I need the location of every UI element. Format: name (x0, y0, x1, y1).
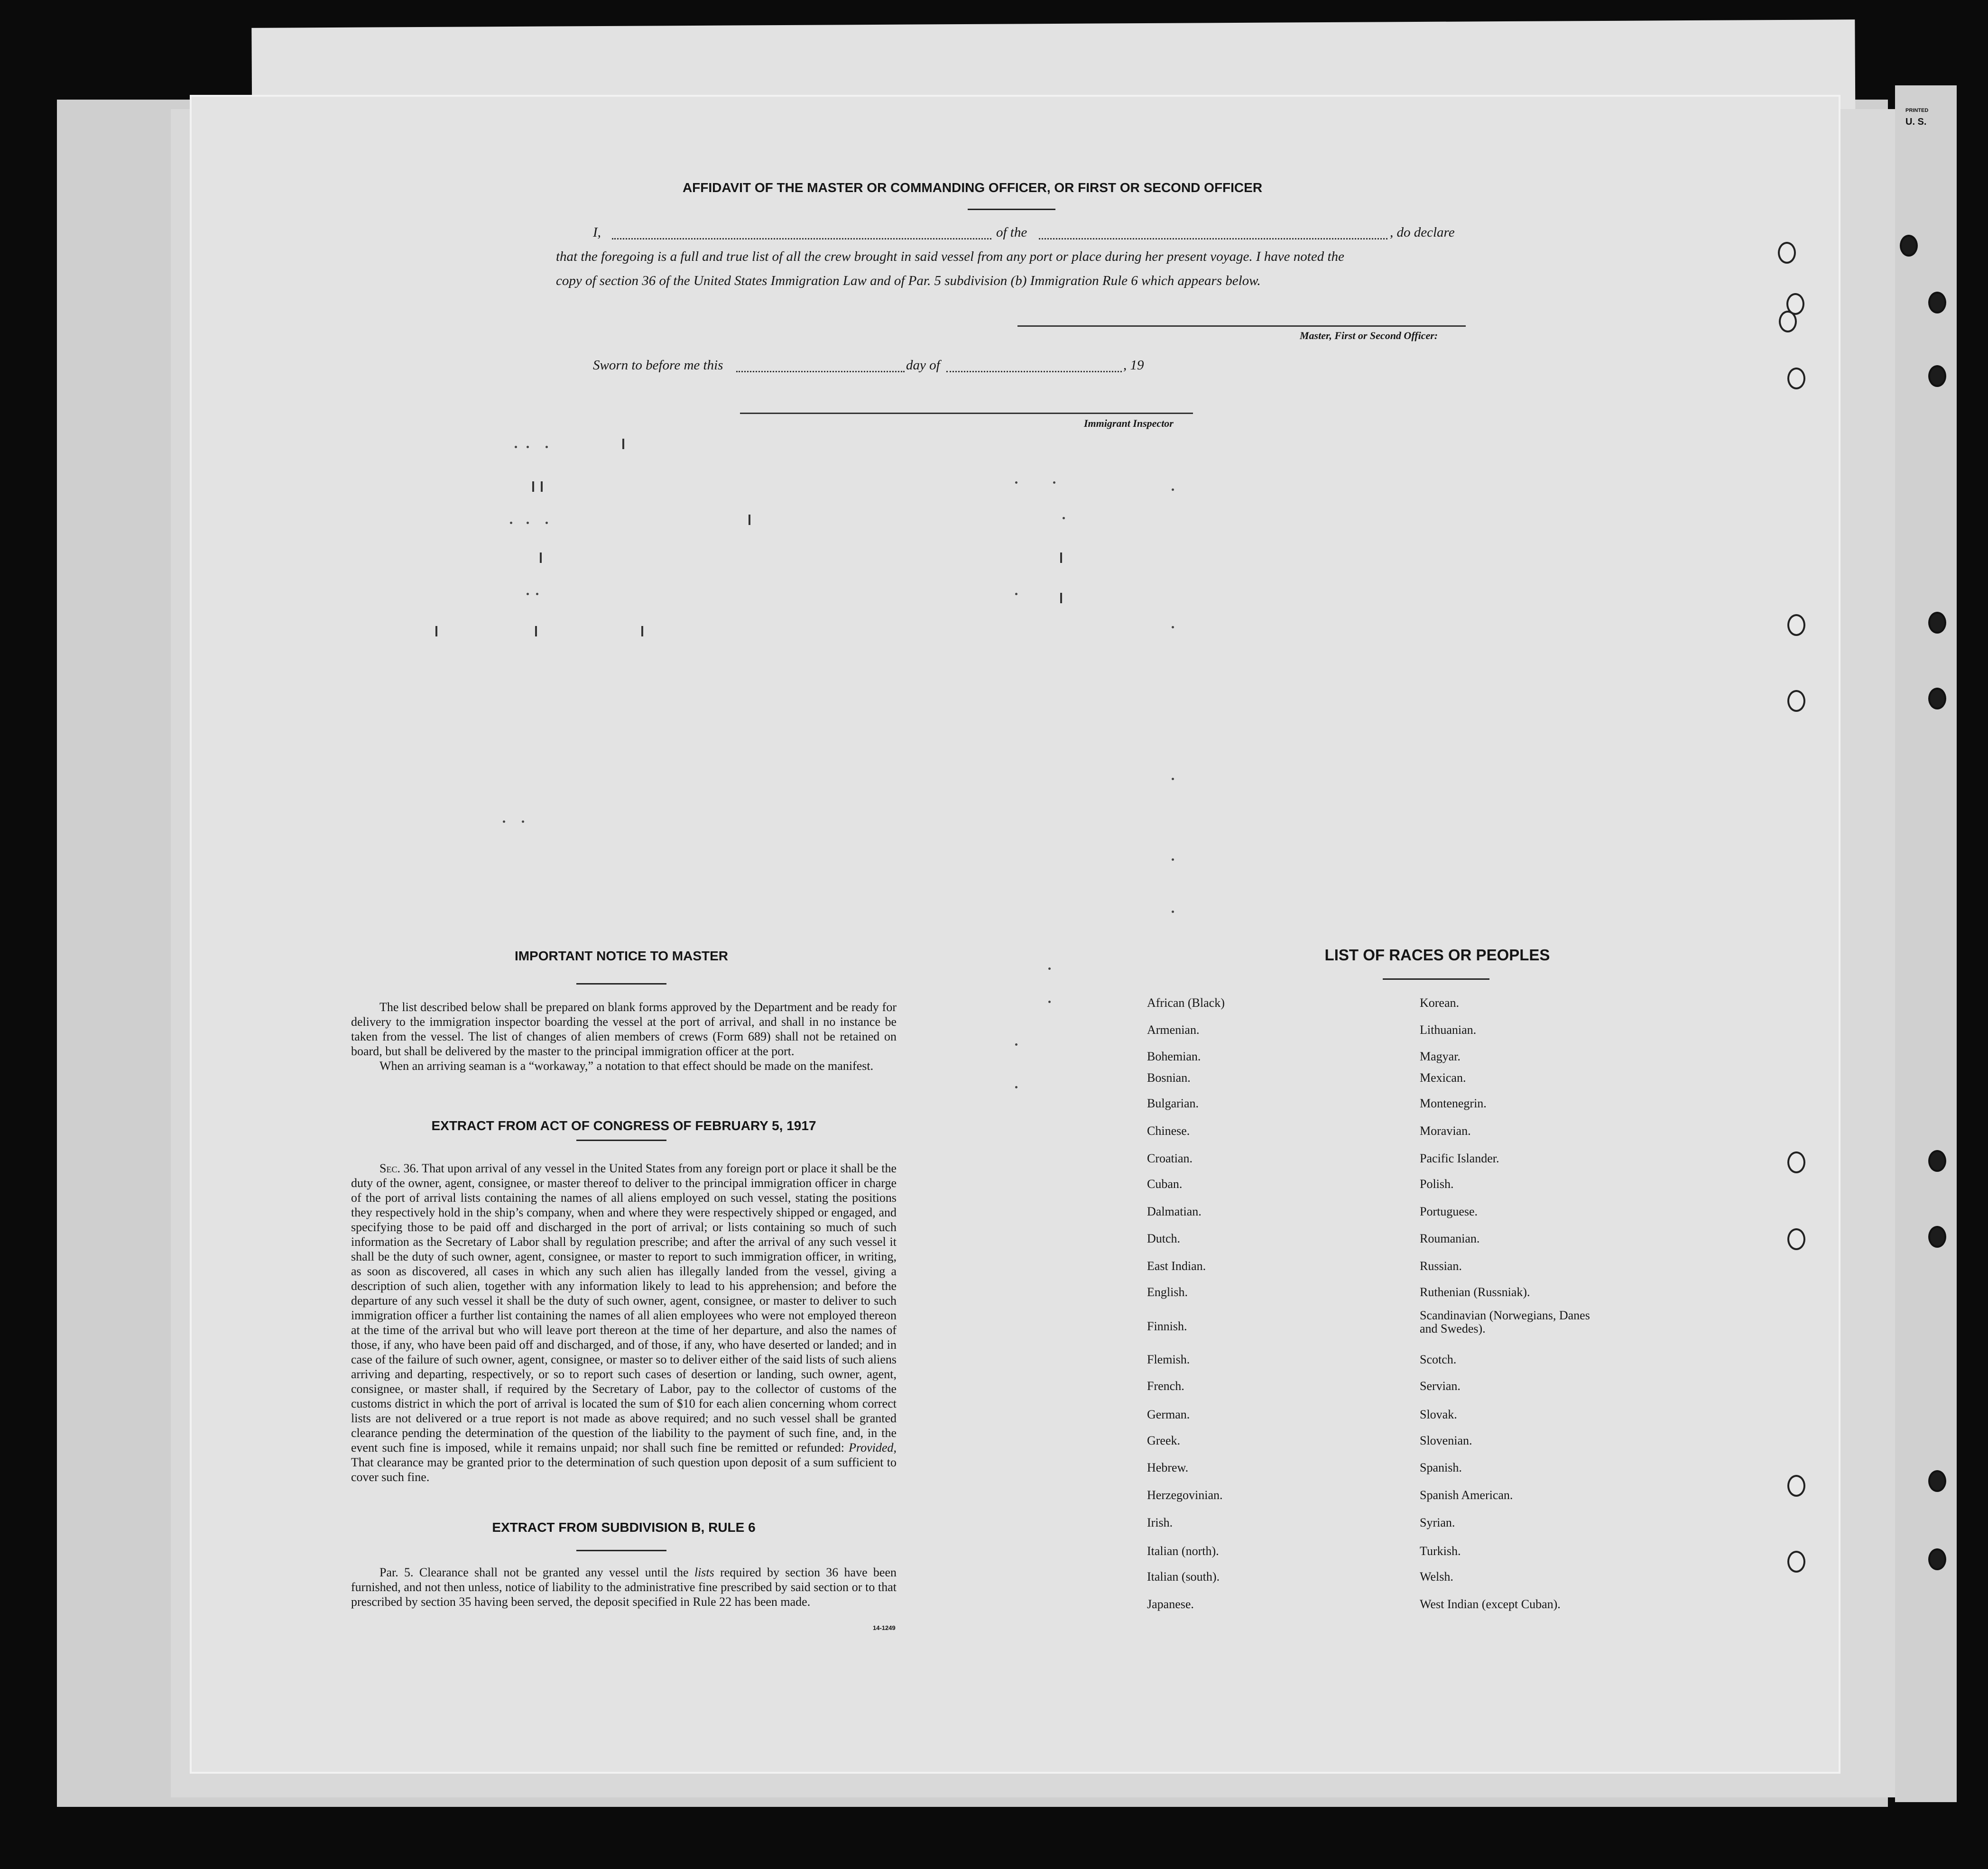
rule-extract-rule (576, 1550, 666, 1551)
race-entry: Bohemian. (1147, 1050, 1201, 1063)
rule-extract-title: EXTRACT FROM SUBDIVISION B, RULE 6 (492, 1520, 756, 1535)
races-rule (1383, 978, 1489, 980)
race-entry: Magyar. (1420, 1050, 1461, 1063)
punch-hole (1928, 1470, 1946, 1492)
act-extract-rule (576, 1140, 666, 1141)
sworn-month-blank[interactable] (946, 371, 1122, 372)
bleed-tick (540, 552, 542, 563)
race-entry: Scotch. (1420, 1353, 1457, 1366)
sworn-day-of: day of (906, 358, 940, 373)
bleed-dot (1015, 481, 1017, 484)
name-blank[interactable] (612, 238, 991, 239)
race-entry: Croatian. (1147, 1151, 1193, 1165)
bleed-tick (1060, 552, 1062, 563)
bleed-dot (1048, 1001, 1051, 1003)
bleed-dot (1048, 967, 1051, 970)
bleed-dot (522, 820, 524, 823)
punch-hole (1787, 1151, 1805, 1173)
punch-hole (1787, 690, 1805, 712)
bleed-tick (1060, 593, 1062, 603)
affidavit-of-the: of the (996, 225, 1027, 240)
notice-rule (576, 983, 666, 985)
title-rule (968, 209, 1055, 210)
race-entry: Mexican. (1420, 1071, 1466, 1085)
punch-hole (1900, 235, 1918, 257)
affidavit-line-3: copy of section 36 of the United States Immigration Law and of Par. 5 subdivision (b) Immigration Rule 6 which appears below. (556, 273, 1261, 288)
bleed-tick (435, 626, 437, 636)
affidavit-I: I, (593, 225, 601, 240)
bleed-dot (546, 522, 548, 524)
edge-strip-text (1905, 107, 1928, 129)
act-provided: Provided, (849, 1441, 897, 1455)
race-entry: Moravian. (1420, 1124, 1471, 1138)
race-entry: Pacific Islander. (1420, 1151, 1499, 1165)
bleed-dot (1015, 593, 1017, 595)
notice-title: IMPORTANT NOTICE TO MASTER (514, 948, 729, 963)
sworn-year: , 19 (1123, 358, 1144, 373)
notice-paragraph-1: The list described below shall be prepared on blank forms approved by the Department and be ready for delivery to the immigration inspector boarding the vessel at the port of arrival, and shall in no instance be taken from the vessel. The list of changes of alien members of crews (Form 689) shall not be retained on board, but shall be delivered by the master to the principal immigration officer at the port. (351, 1000, 897, 1058)
act-extract-body (351, 1161, 897, 1484)
vessel-blank[interactable] (1039, 238, 1387, 239)
edge-strip-line2: U. S. (1905, 116, 1927, 127)
race-entry: Japanese. (1147, 1597, 1194, 1611)
race-entry: Roumanian. (1420, 1232, 1480, 1245)
act-body-after: That clearance may be granted prior to the determination of such question upon deposit of a sum sufficient to cover such fine. (351, 1455, 897, 1484)
act-body-before: That upon arrival of any vessel in the United States from any foreign port or place it shall be the duty of the owner, agent, consignee, or master thereof to deliver to the principal immigration officer in charge of the port of arrival lists containing the names of all aliens employed on such vessel, stating the positions they respectively hold in the ship’s company, when and where they were respectively shipped or engaged, and specifying those to be paid off and discharged in the port of arrival; or lists containing so much of such information as the Secretary of Labor shall by regulation prescribe; and after the arrival of any such vessel it shall be the duty of such owner, agent, consignee, or master to report to such immigration officer, in writing, as soon as discovered, all cases in which any such alien has illegally landed from the vessel, giving a description of such alien, together with any information likely to lead to his apprehension; and before the departure of any such vessel it shall be the duty of such owner, agent, consignee, or master to deliver to such immigration officer a further list containing the names of all alien employees who were not employed thereon at the time of the arrival but who will leave port thereon at the time of her departure, and also the names of those, if any, who have been paid off and discharged, and of those, if any, who have deserted or landed; and in case of the failure of such owner, agent, consignee, or master so to deliver either of the said lists of such aliens arriving and departing, respectively, or so to report such cases of desertion or landing, such owner, agent, consignee, or master shall, if required by the Secretary of Labor, pay to the collector of customs of the customs district in which the port of arrival is located the sum of $10 for each alien concerning whom correct lists are not delivered or a true report is not made as above required; and no such vessel shall be granted clearance pending the determination of the question of the liability to the payment of such fine, and, in the event such fine is imposed, while it remains unpaid; nor shall such fine be remitted or refunded: (351, 1161, 897, 1455)
race-entry: Turkish. (1420, 1544, 1461, 1558)
sworn-prefix: Sworn to before me this (593, 358, 723, 373)
bleed-tick (532, 481, 534, 492)
bleed-dot (1015, 1086, 1017, 1088)
form-number: 14-1249 (873, 1624, 896, 1631)
race-entry: Korean. (1420, 996, 1460, 1010)
bleed-tick (641, 626, 643, 636)
race-entry: Hebrew. (1147, 1461, 1189, 1474)
race-entry: Servian. (1420, 1379, 1461, 1393)
punch-hole (1778, 242, 1796, 264)
race-entry: French. (1147, 1379, 1184, 1393)
race-entry: Syrian. (1420, 1516, 1455, 1529)
punch-hole (1787, 1228, 1805, 1250)
bleed-dot (546, 446, 548, 448)
inspector-label: Immigrant Inspector (1084, 417, 1174, 429)
inspector-signature-line[interactable] (740, 413, 1193, 414)
rule-body-before: Par. 5. Clearance shall not be granted any vessel until the (379, 1565, 689, 1579)
punch-hole (1928, 365, 1946, 387)
bleed-dot (515, 446, 517, 448)
bleed-dot (503, 820, 505, 823)
bleed-dot (527, 522, 529, 524)
bleed-tick (541, 481, 543, 492)
signature-label: Master, First or Second Officer: (1300, 330, 1438, 341)
race-entry: Herzegovinian. (1147, 1488, 1223, 1502)
bleed-dot (510, 522, 512, 524)
bleed-dot (1015, 1043, 1017, 1046)
race-entry: African (Black) (1147, 996, 1225, 1010)
race-entry: Cuban. (1147, 1177, 1183, 1191)
rule-extract-body (351, 1565, 897, 1609)
affidavit-line-1 (593, 221, 1470, 245)
race-entry: Welsh. (1420, 1570, 1453, 1584)
punch-hole (1928, 688, 1946, 709)
punch-hole (1928, 612, 1946, 634)
race-entry: Armenian. (1147, 1023, 1200, 1037)
race-entry: Dalmatian. (1147, 1205, 1202, 1218)
race-entry: Portuguese. (1420, 1205, 1478, 1218)
punch-hole (1928, 1150, 1946, 1172)
affidavit-line-2: that the foregoing is a full and true list of all the crew brought in said vessel from any port or place during her present voyage. I have noted the (556, 249, 1344, 264)
act-section-label: Sec. 36. (379, 1161, 419, 1175)
punch-hole (1928, 1548, 1946, 1570)
punch-hole (1787, 1475, 1805, 1497)
notice-paragraph-2: When an arriving seaman is a “workaway,” a notation to that effect should be made on the manifest. (379, 1059, 874, 1073)
bleed-tick (622, 439, 624, 449)
bleed-dot (1172, 488, 1174, 491)
race-entry: Ruthenian (Russniak). (1420, 1285, 1530, 1299)
bleed-tick (749, 515, 750, 525)
bleed-dot (1172, 858, 1174, 861)
bleed-dot (1172, 778, 1174, 780)
race-entry: East Indian. (1147, 1259, 1206, 1273)
race-entry: Italian (south). (1147, 1570, 1220, 1584)
bleed-tick (535, 626, 537, 636)
punch-hole (1779, 311, 1797, 332)
race-entry: Montenegrin. (1420, 1096, 1487, 1110)
race-entry: Lithuanian. (1420, 1023, 1477, 1037)
rule-body-after: required by section 36 have been furnished, and not then unless, notice of liability to the administrative fine prescribed by said section or to that prescribed by section 35 having been served, the deposit specified in Rule 22 has been made. (351, 1565, 897, 1609)
rule-lists-word: lists (694, 1565, 714, 1579)
punch-hole (1928, 1226, 1946, 1248)
race-entry: Bulgarian. (1147, 1096, 1199, 1110)
race-entry: Russian. (1420, 1259, 1462, 1273)
race-entry: Spanish American. (1420, 1488, 1513, 1502)
bleed-dot (1172, 626, 1174, 628)
bleed-dot (1053, 481, 1055, 484)
bleed-dot (527, 446, 529, 448)
race-entry: German. (1147, 1408, 1190, 1421)
race-entry: Bosnian. (1147, 1071, 1191, 1085)
affidavit-title: AFFIDAVIT OF THE MASTER OR COMMANDING OFFICER, OR FIRST OR SECOND OFFICER (682, 180, 1263, 195)
bleed-dot (1063, 517, 1065, 519)
signature-line[interactable] (1017, 325, 1466, 327)
race-entry: Dutch. (1147, 1232, 1181, 1245)
race-entry: Polish. (1420, 1177, 1454, 1191)
edge-strip-line1: PRINTED (1905, 108, 1929, 113)
sworn-day-blank[interactable] (736, 371, 905, 372)
punch-hole (1787, 614, 1805, 636)
race-entry: Italian (north). (1147, 1544, 1219, 1558)
act-extract-title: EXTRACT FROM ACT OF CONGRESS OF FEBRUARY 5, 1917 (431, 1118, 816, 1133)
race-entry: English. (1147, 1285, 1188, 1299)
race-entry: West Indian (except Cuban). (1420, 1597, 1561, 1611)
bleed-dot (1172, 911, 1174, 913)
race-entry: Greek. (1147, 1434, 1181, 1447)
races-title: LIST OF RACES OR PEOPLES (1324, 946, 1550, 964)
punch-hole (1787, 368, 1805, 389)
race-entry: Slovenian. (1420, 1434, 1472, 1447)
race-entry: Flemish. (1147, 1353, 1190, 1366)
race-entry: Spanish. (1420, 1461, 1462, 1474)
race-entry: Scandinavian (Norwegians, Danes and Swedes). (1420, 1308, 1590, 1335)
race-entry: Chinese. (1147, 1124, 1190, 1138)
adjacent-page-strip (1895, 85, 1957, 1802)
affidavit-declare: , do declare (1390, 225, 1455, 240)
bleed-dot (527, 593, 529, 595)
bleed-dot (536, 593, 538, 595)
race-entry: Finnish. (1147, 1319, 1187, 1333)
race-entry: Irish. (1147, 1516, 1173, 1529)
race-entry: Slovak. (1420, 1408, 1457, 1421)
punch-hole (1928, 292, 1946, 313)
punch-hole (1787, 1551, 1805, 1573)
